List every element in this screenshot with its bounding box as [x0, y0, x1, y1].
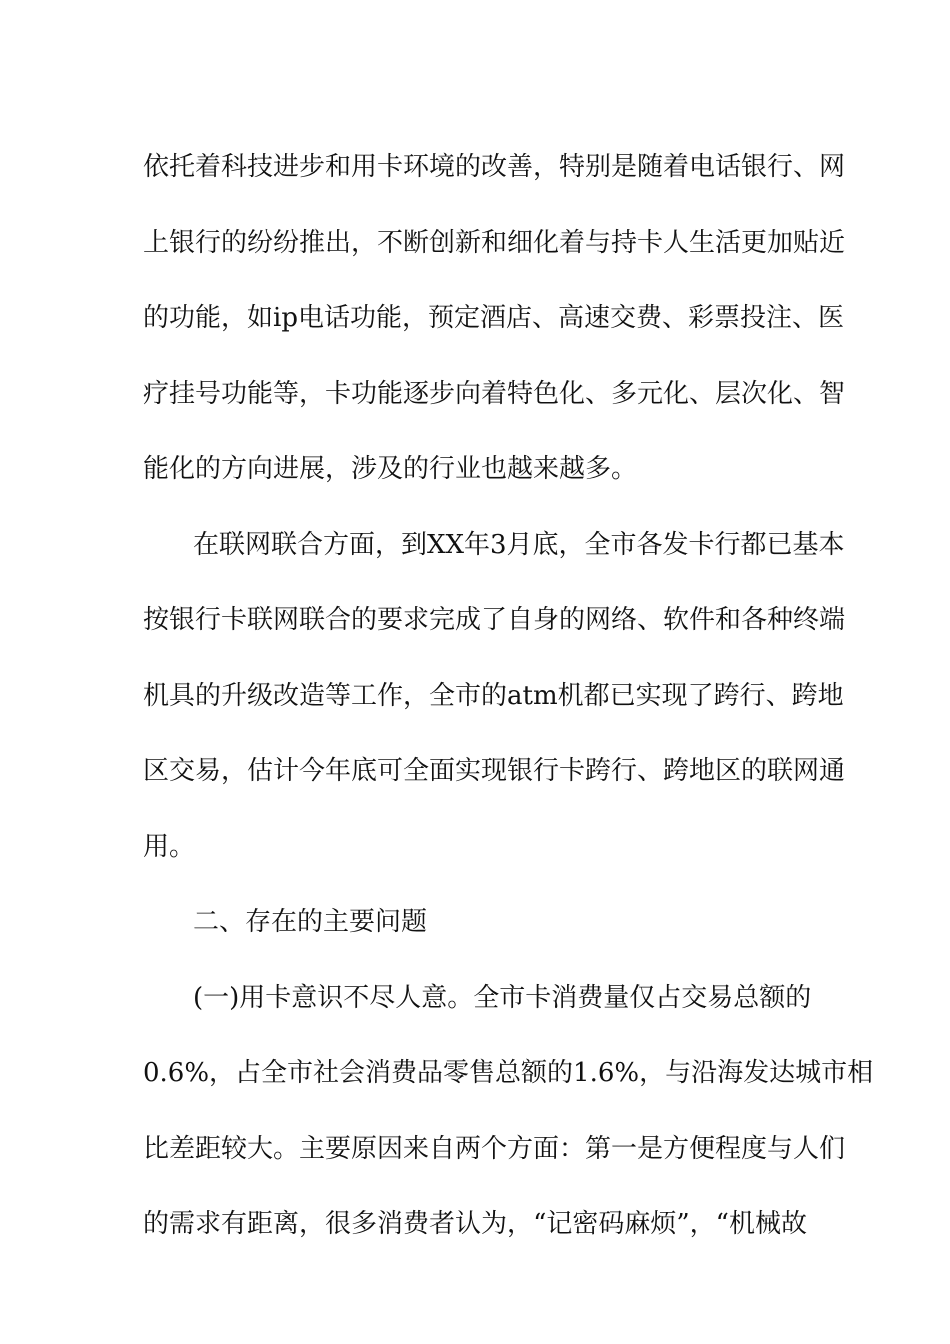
- paragraph-3-line-2: 0.6%，占全市社会消费品零售总额的1.6%，与沿海发达城市相: [143, 1058, 874, 1088]
- paragraph-3-line-4: 的需求有距离，很多消费者认为，“记密码麻烦”，“机械故: [143, 1209, 807, 1239]
- paragraph-2-line-1: 在联网联合方面，到XX年3月底，全市各发卡行都已基本: [193, 529, 845, 560]
- paragraph-1-line-5: 能化的方向进展，涉及的行业也越来越多。: [143, 454, 638, 484]
- paragraph-1-line-2: 上银行的纷纷推出，不断创新和细化着与持卡人生活更加贴近: [143, 227, 846, 258]
- paragraph-1-line-1: 依托着科技进步和用卡环境的改善，特别是随着电话银行、网: [143, 152, 846, 182]
- paragraph-1-line-4: 疗挂号功能等，卡功能逐步向着特色化、多元化、层次化、智: [143, 378, 846, 409]
- paragraph-1-line-3: 的功能，如ip电话功能，预定酒店、高速交费、彩票投注、医: [143, 303, 844, 333]
- paragraph-2-line-3: 机具的升级改造等工作，全市的atm机都已实现了跨行、跨地: [143, 680, 844, 711]
- paragraph-3-line-3: 比差距较大。主要原因来自两个方面：第一是方便程度与人们: [143, 1133, 846, 1164]
- paragraph-2-line-5: 用。: [143, 831, 196, 862]
- paragraph-3-line-1: (一)用卡意识不尽人意。全市卡消费量仅占交易总额的: [193, 982, 812, 1013]
- paragraph-2-line-4: 区交易，估计今年底可全面实现银行卡跨行、跨地区的联网通: [143, 756, 846, 786]
- paragraph-2-line-2: 按银行卡联网联合的要求完成了自身的网络、软件和各种终端: [143, 605, 846, 635]
- section-heading: 二、存在的主要问题: [193, 907, 428, 937]
- document-body: [143, 130, 874, 1263]
